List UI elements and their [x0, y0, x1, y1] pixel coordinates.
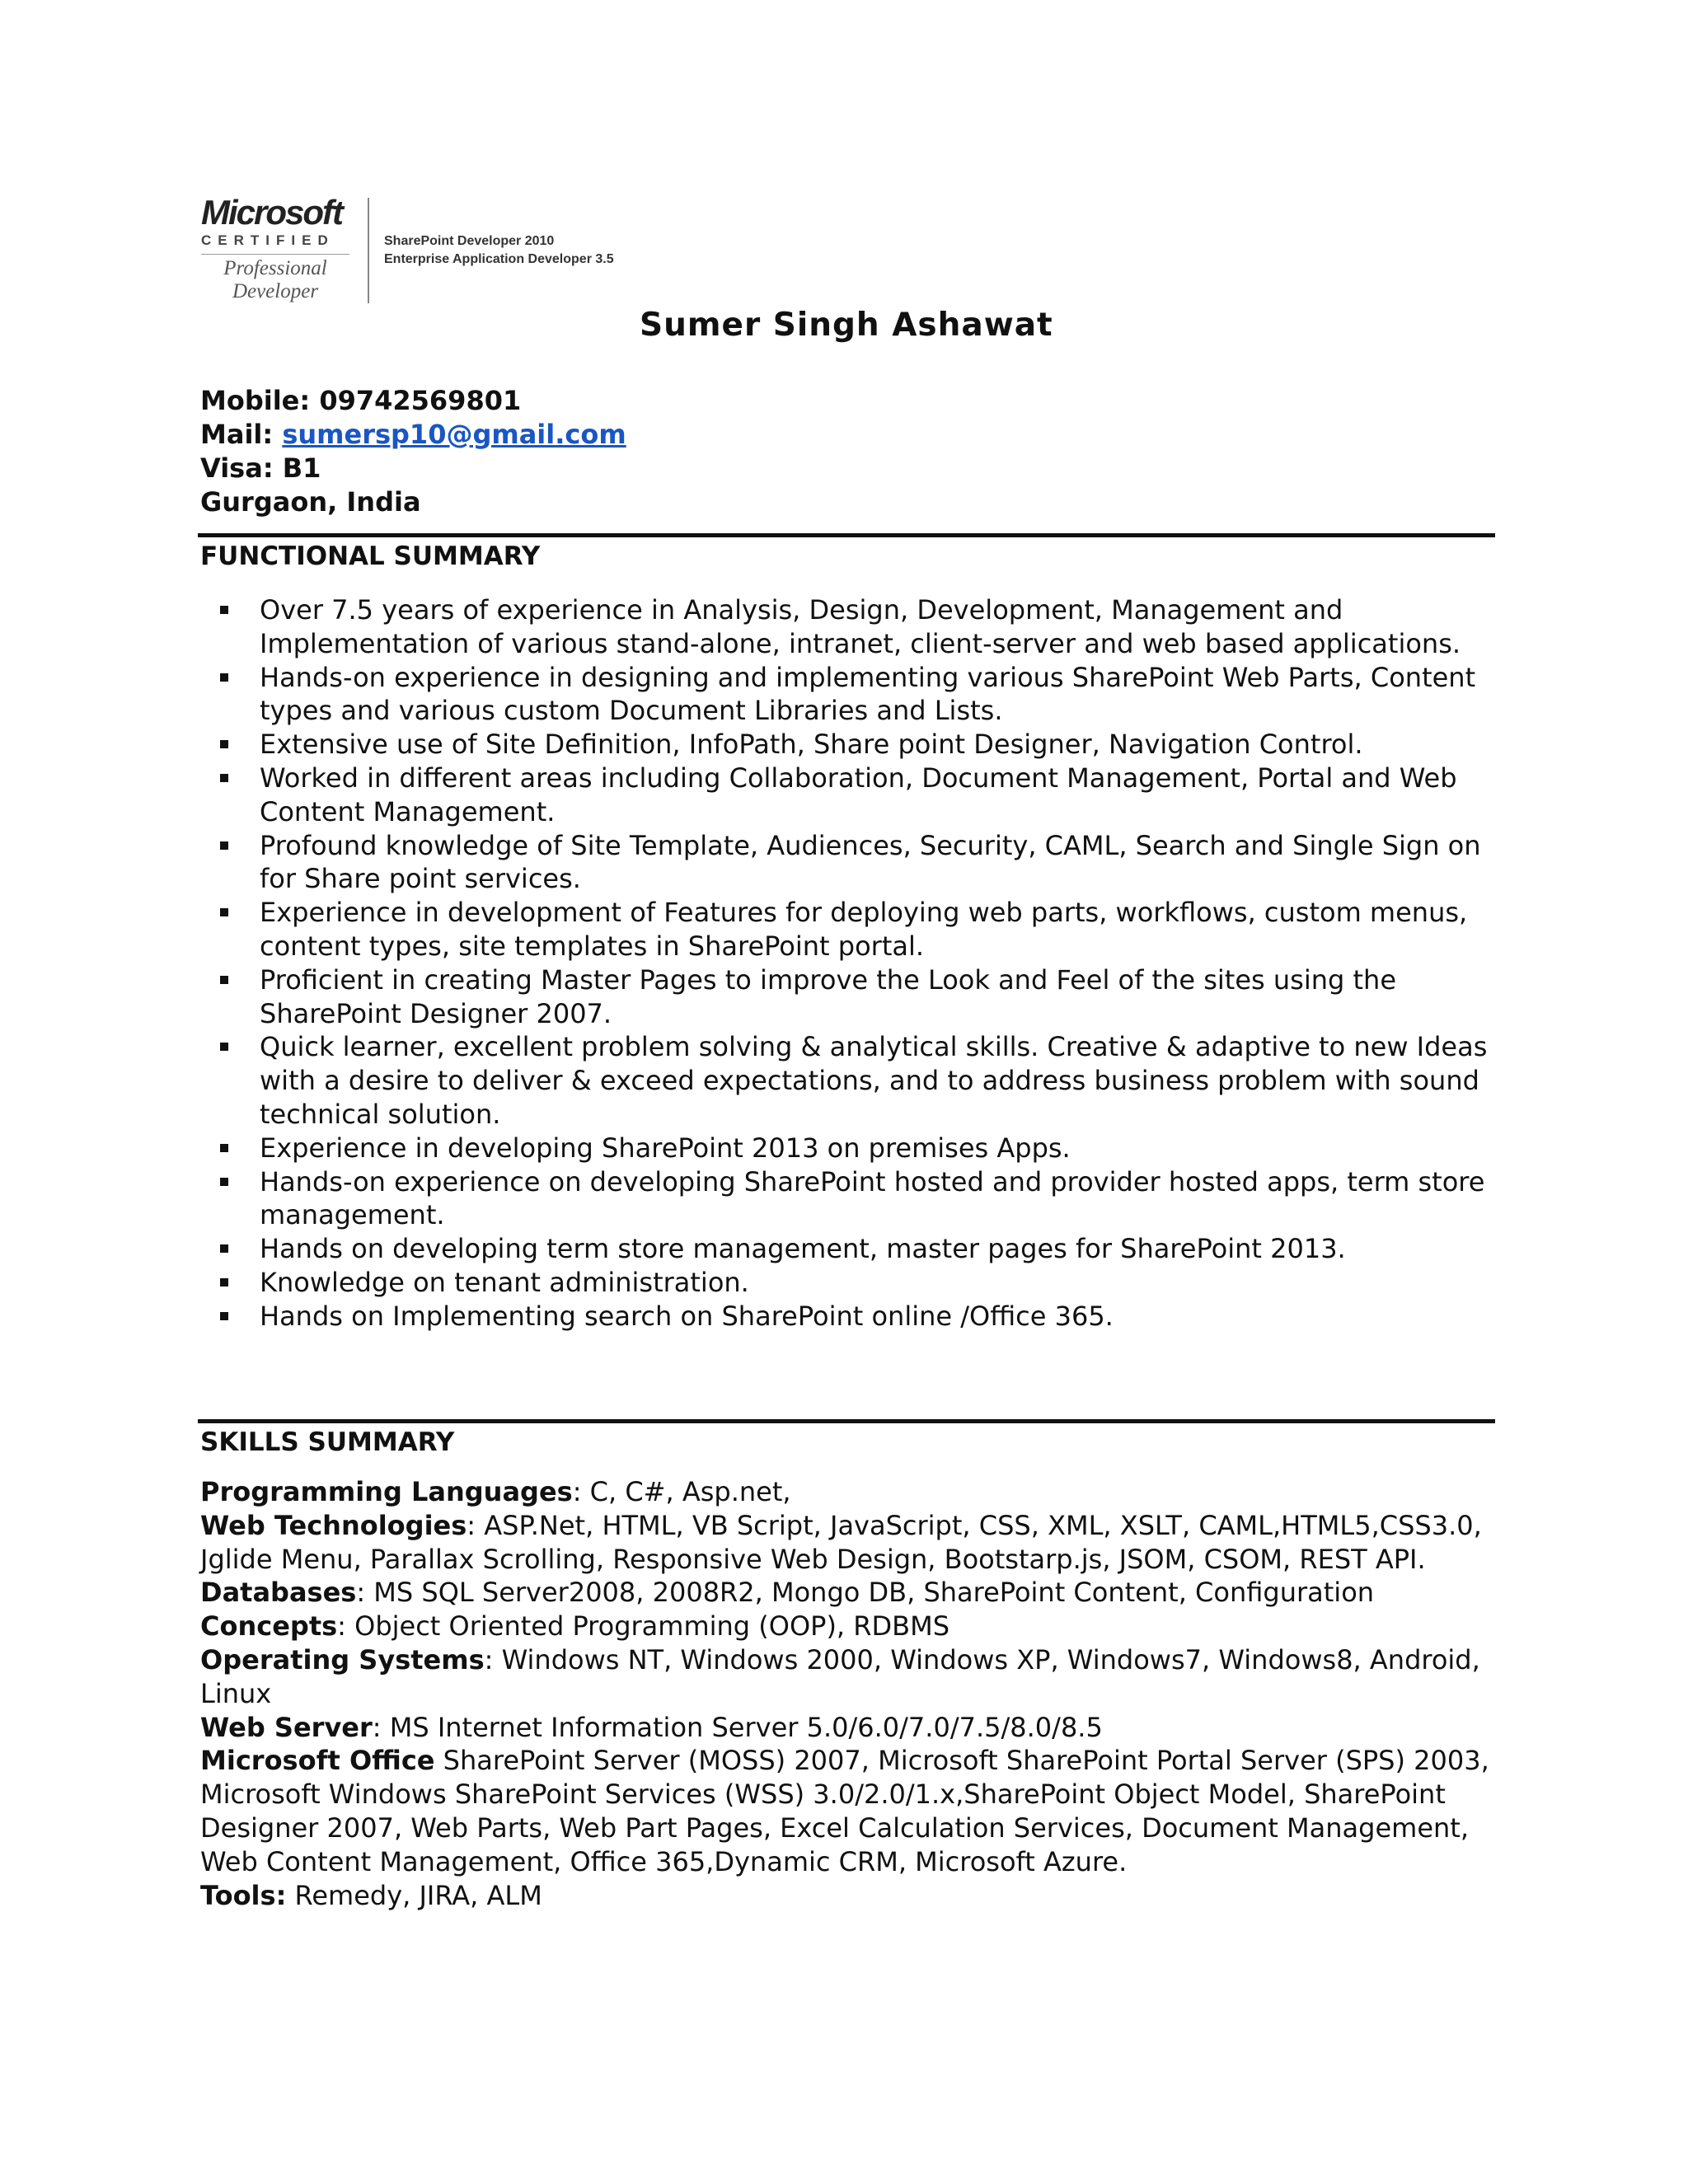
- bullet-square-icon: [220, 1312, 228, 1320]
- visa-line: [200, 452, 626, 485]
- email-link[interactable]: sumersp10@gmail.com: [282, 419, 626, 450]
- bullet-square-icon: [220, 1244, 228, 1253]
- logo-rule: [201, 254, 349, 255]
- summary-bullet-text: Over 7.5 years of experience in Analysis, Design, Development, Management and Implementation of various stand-alone, intranet, client-server and web based applications.: [260, 594, 1461, 659]
- summary-bullet-item: [200, 728, 1503, 762]
- logo-cert-1: SharePoint Developer 2010: [384, 234, 555, 248]
- functional-summary-list: [200, 593, 1503, 1333]
- summary-bullet-item: [200, 1030, 1503, 1131]
- summary-bullet-text: Proficient in creating Master Pages to improve the Look and Feel of the sites using the SharePoint Designer 2007.: [260, 963, 1396, 1029]
- logo-cert-2: Enterprise Application Developer 3.5: [384, 252, 614, 266]
- summary-bullet-item: [200, 661, 1503, 729]
- candidate-name: Sumer Singh Ashawat: [640, 307, 1053, 344]
- summary-bullet-text: Knowledge on tenant administration.: [260, 1266, 749, 1298]
- logo-program: [201, 257, 349, 303]
- summary-bullet-text: Experience in developing SharePoint 2013 on premises Apps.: [260, 1132, 1071, 1164]
- skill-separator: :: [572, 1476, 590, 1507]
- skills-summary-heading: SKILLS SUMMARY: [200, 1427, 455, 1457]
- logo-cert-titles: [384, 232, 614, 269]
- summary-bullet-text: Quick learner, excellent problem solving & analytical skills. Creative & adaptive to new Ideas with a desire to deliver & exceed expectations, and to address business problem with sound technical solution.: [260, 1031, 1488, 1130]
- skill-separator: :: [372, 1711, 390, 1743]
- visa-value: B1: [282, 452, 321, 484]
- logo-divider: [368, 198, 369, 303]
- mobile-line: [200, 384, 626, 418]
- bullet-square-icon: [220, 1278, 228, 1286]
- logo-program-line1: Professional: [223, 257, 327, 279]
- skill-value: ASP.Net, HTML, VB Script, JavaScript, CSS, XML, XSLT, CAML,HTML5,CSS3.0, Jglide Menu, Parallax Scrolling, Responsive Web Design, Bootstarp.js, JSOM, CSOM, REST API.: [200, 1509, 1482, 1575]
- skill-label: Concepts: [200, 1610, 338, 1643]
- skill-separator: :: [484, 1643, 502, 1675]
- skill-row: [200, 1610, 1511, 1643]
- summary-bullet-text: Hands on developing term store management, master pages for SharePoint 2013.: [260, 1233, 1346, 1265]
- skill-label: Operating Systems: [200, 1643, 485, 1675]
- bullet-square-icon: [220, 841, 228, 850]
- bullet-square-icon: [220, 1144, 228, 1152]
- skill-value: Remedy, JIRA, ALM: [294, 1879, 542, 1911]
- skill-row: [200, 1711, 1511, 1745]
- summary-bullet-text: Worked in different areas including Collaboration, Document Management, Portal and Web Content Management.: [260, 762, 1457, 827]
- microsoft-certified-logo: [198, 193, 659, 308]
- summary-bullet-item: [200, 1165, 1503, 1233]
- skill-separator: :: [467, 1509, 485, 1541]
- skill-value: Windows NT, Windows 2000, Windows XP, Windows7, Windows8, Android, Linux: [200, 1643, 1480, 1709]
- skills-summary-list: [200, 1475, 1511, 1912]
- summary-bullet-item: [200, 762, 1503, 829]
- bullet-square-icon: [220, 673, 228, 682]
- skill-row: [200, 1744, 1511, 1878]
- skill-value: SharePoint Server (MOSS) 2007, Microsoft SharePoint Portal Server (SPS) 2003, Microsoft Windows SharePoint Services (WSS) 3.0/2.0/1.x,SharePoint Object Model, SharePoint Designer 2007, Web Parts, Web Part Pages, Excel Calculation Services, Document Management, Web Content Management, Office 365,Dynamic CRM, Microsoft Azure.: [200, 1745, 1489, 1877]
- mobile-label: Mobile:: [200, 385, 311, 416]
- logo-certified: CERTIFIED: [201, 232, 335, 248]
- skill-label: Web Server: [200, 1711, 373, 1743]
- summary-bullet-item: [200, 963, 1503, 1031]
- summary-bullet-text: Hands on Implementing search on SharePoint online /Office 365.: [260, 1300, 1114, 1332]
- logo-brand: Microsoft: [201, 193, 342, 232]
- summary-bullet-text: Profound knowledge of Site Template, Audiences, Security, CAML, Search and Single Sign on for Share point services.: [260, 829, 1481, 895]
- section-divider-skills: [198, 1419, 1495, 1423]
- summary-bullet-item: [200, 593, 1503, 661]
- bullet-square-icon: [220, 1178, 228, 1186]
- summary-bullet-item: [200, 1232, 1503, 1266]
- skill-label: Web Technologies: [200, 1509, 467, 1541]
- visa-label: Visa:: [200, 452, 274, 484]
- location: Gurgaon, India: [200, 486, 421, 518]
- skill-row: [200, 1576, 1511, 1610]
- mail-label: Mail:: [200, 419, 274, 450]
- skill-label: Microsoft Office: [200, 1745, 435, 1777]
- skill-separator: :: [337, 1610, 355, 1643]
- summary-bullet-text: Hands-on experience in designing and implementing various SharePoint Web Parts, Content types and various custom Document Libraries and Lists.: [260, 661, 1476, 727]
- logo-program-line2: Developer: [232, 280, 319, 302]
- skill-row: [200, 1643, 1511, 1711]
- mail-line: [200, 418, 626, 452]
- skill-label: Databases: [200, 1577, 357, 1609]
- skill-value: MS Internet Information Server 5.0/6.0/7.0/7.5/8.0/8.5: [389, 1711, 1103, 1743]
- skill-separator: [286, 1880, 294, 1911]
- skill-separator: [435, 1745, 443, 1776]
- bullet-square-icon: [220, 740, 228, 748]
- bullet-square-icon: [220, 908, 228, 916]
- skill-value: C, C#, Asp.net,: [589, 1476, 791, 1507]
- skill-value: Object Oriented Programming (OOP), RDBMS: [354, 1610, 950, 1643]
- skill-separator: :: [356, 1577, 374, 1609]
- summary-bullet-item: [200, 896, 1503, 963]
- summary-bullet-text: Experience in development of Features for deploying web parts, workflows, custom menus, content types, site templates in SharePoint portal.: [260, 897, 1468, 962]
- summary-bullet-text: Hands-on experience on developing SharePoint hosted and provider hosted apps, term store management.: [260, 1165, 1485, 1231]
- bullet-square-icon: [220, 976, 228, 984]
- skill-row: [200, 1879, 1511, 1913]
- summary-bullet-item: [200, 1266, 1503, 1300]
- summary-bullet-item: [200, 1132, 1503, 1165]
- bullet-square-icon: [220, 774, 228, 782]
- summary-bullet-item: [200, 1300, 1503, 1333]
- summary-bullet-text: Extensive use of Site Definition, InfoPath, Share point Designer, Navigation Control.: [260, 729, 1363, 761]
- section-divider-functional: [198, 533, 1495, 537]
- contact-block: [200, 384, 626, 519]
- mobile-number: 09742569801: [319, 385, 522, 416]
- skill-row: [200, 1509, 1511, 1577]
- skill-label: Programming Languages: [200, 1476, 573, 1507]
- skill-row: [200, 1475, 1511, 1509]
- bullet-square-icon: [220, 1043, 228, 1051]
- functional-summary-heading: FUNCTIONAL SUMMARY: [200, 541, 541, 571]
- skill-label: Tools:: [200, 1879, 287, 1911]
- skill-value: MS SQL Server2008, 2008R2, Mongo DB, SharePoint Content, Configuration: [373, 1577, 1375, 1609]
- bullet-square-icon: [220, 606, 228, 614]
- summary-bullet-item: [200, 829, 1503, 897]
